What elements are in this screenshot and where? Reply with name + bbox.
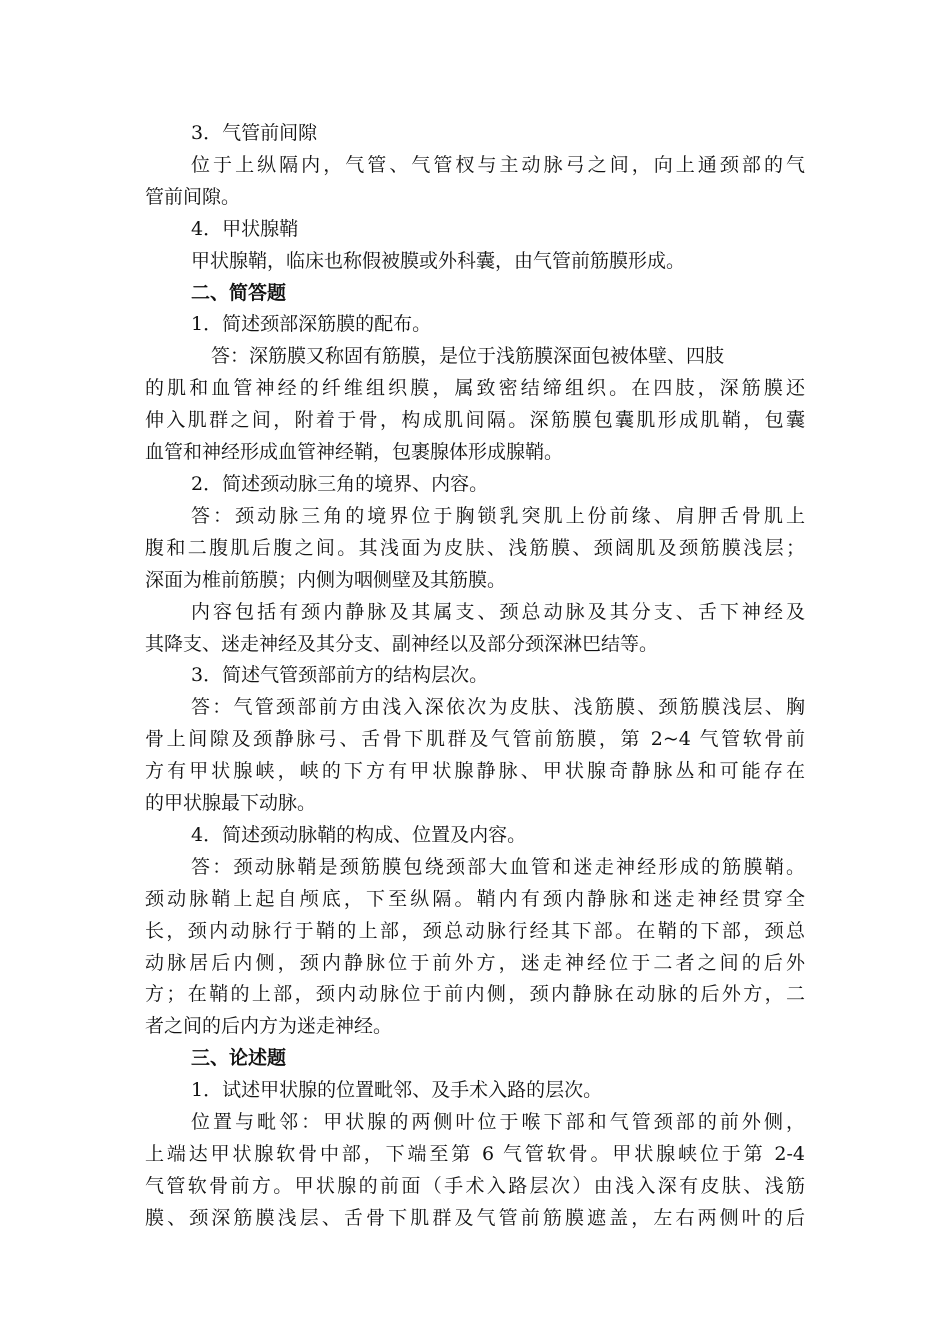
subsection-title: 3．气管前间隙 bbox=[191, 122, 318, 144]
answer-line: 动脉居后内侧，颈内静脉位于前外方，迷走神经位于二者之间的后外 bbox=[145, 951, 805, 974]
answer-line: 的甲状腺最下动脉。 bbox=[145, 792, 317, 815]
answer-line: 答：颈动脉三角的境界位于胸锁乳突肌上份前缘、肩胛舌骨肌上 bbox=[191, 504, 805, 527]
answer-line: 颈动脉鞘上起自颅底，下至纵隔。鞘内有颈内静脉和迷走神经贯穿全 bbox=[145, 887, 805, 910]
paragraph-line: 位于上纵隔内，气管、气管杈与主动脉弓之间，向上通颈部的气 bbox=[191, 153, 805, 176]
answer-line: 膜、颈深筋膜浅层、舌骨下肌群及气管前筋膜遮盖，左右两侧叶的后 bbox=[145, 1206, 805, 1229]
question-line: 2．简述颈动脉三角的境界、内容。 bbox=[191, 472, 489, 495]
answer-line: 位置与毗邻：甲状腺的两侧叶位于喉下部和气管颈部的前外侧， bbox=[191, 1111, 805, 1134]
answer-line: 气管软骨前方。甲状腺的前面（手术入路层次）由浅入深有皮肤、浅筋 bbox=[145, 1174, 805, 1197]
question-line: 4．简述颈动脉鞘的构成、位置及内容。 bbox=[191, 823, 527, 846]
document-page bbox=[145, 118, 805, 1235]
answer-line: 的肌和血管神经的纤维组织膜，属致密结缔组织。在四肢，深筋膜还 bbox=[145, 377, 805, 400]
answer-line: 深面为椎前筋膜；内侧为咽侧壁及其筋膜。 bbox=[145, 568, 507, 591]
answer-line: 骨上间隙及颈静脉弓、舌骨下肌群及气管前筋膜，第 2~4 气管软骨前 bbox=[145, 728, 805, 751]
paragraph-line: 管前间隙。 bbox=[145, 185, 241, 208]
section-heading: 二、简答题 bbox=[191, 281, 287, 304]
subsection-title: 4．甲状腺鞘 bbox=[191, 217, 299, 240]
answer-line: 上端达甲状腺软骨中部，下端至第 6 气管软骨。甲状腺峡位于第 2-4 bbox=[145, 1143, 805, 1165]
answer-line: 其降支、迷走神经及其分支、副神经以及部分颈深淋巴结等。 bbox=[145, 632, 659, 655]
paragraph-line: 甲状腺鞘，临床也称假被膜或外科囊，由气管前筋膜形成。 bbox=[191, 249, 686, 272]
section-heading: 三、论述题 bbox=[191, 1047, 287, 1070]
question-line: 3．简述气管颈部前方的结构层次。 bbox=[191, 664, 489, 687]
answer-line: 答：颈动脉鞘是颈筋膜包绕颈部大血管和迷走神经形成的筋膜鞘。 bbox=[191, 855, 805, 878]
answer-line: 伸入肌群之间，附着于骨，构成肌间隔。深筋膜包囊肌形成肌鞘，包囊 bbox=[145, 409, 805, 432]
answer-line: 长，颈内动脉行于鞘的上部，颈总动脉行经其下部。在鞘的下部，颈总 bbox=[145, 919, 805, 942]
answer-line: 答：深筋膜又称固有筋膜，是位于浅筋膜深面包被体壁、四肢 bbox=[211, 345, 725, 368]
answer-line: 血管和神经形成血管神经鞘，包裹腺体形成腺鞘。 bbox=[145, 441, 564, 464]
answer-line: 内容包括有颈内静脉及其属支、颈总动脉及其分支、舌下神经及 bbox=[191, 600, 805, 623]
answer-line: 方；在鞘的上部，颈内动脉位于前内侧，颈内静脉在动脉的后外方，二 bbox=[145, 983, 805, 1006]
answer-line: 者之间的后内方为迷走神经。 bbox=[145, 1015, 393, 1038]
question-line: 1．试述甲状腺的位置毗邻、及手术入路的层次。 bbox=[191, 1079, 603, 1102]
answer-line: 腹和二腹肌后腹之间。其浅面为皮肤、浅筋膜、颈阔肌及颈筋膜浅层； bbox=[145, 536, 805, 559]
answer-line: 答：气管颈部前方由浅入深依次为皮肤、浅筋膜、颈筋膜浅层、胸 bbox=[191, 696, 805, 719]
question-line: 1．简述颈部深筋膜的配布。 bbox=[191, 313, 432, 336]
answer-line: 方有甲状腺峡，峡的下方有甲状腺静脉、甲状腺奇静脉丛和可能存在 bbox=[145, 760, 805, 783]
